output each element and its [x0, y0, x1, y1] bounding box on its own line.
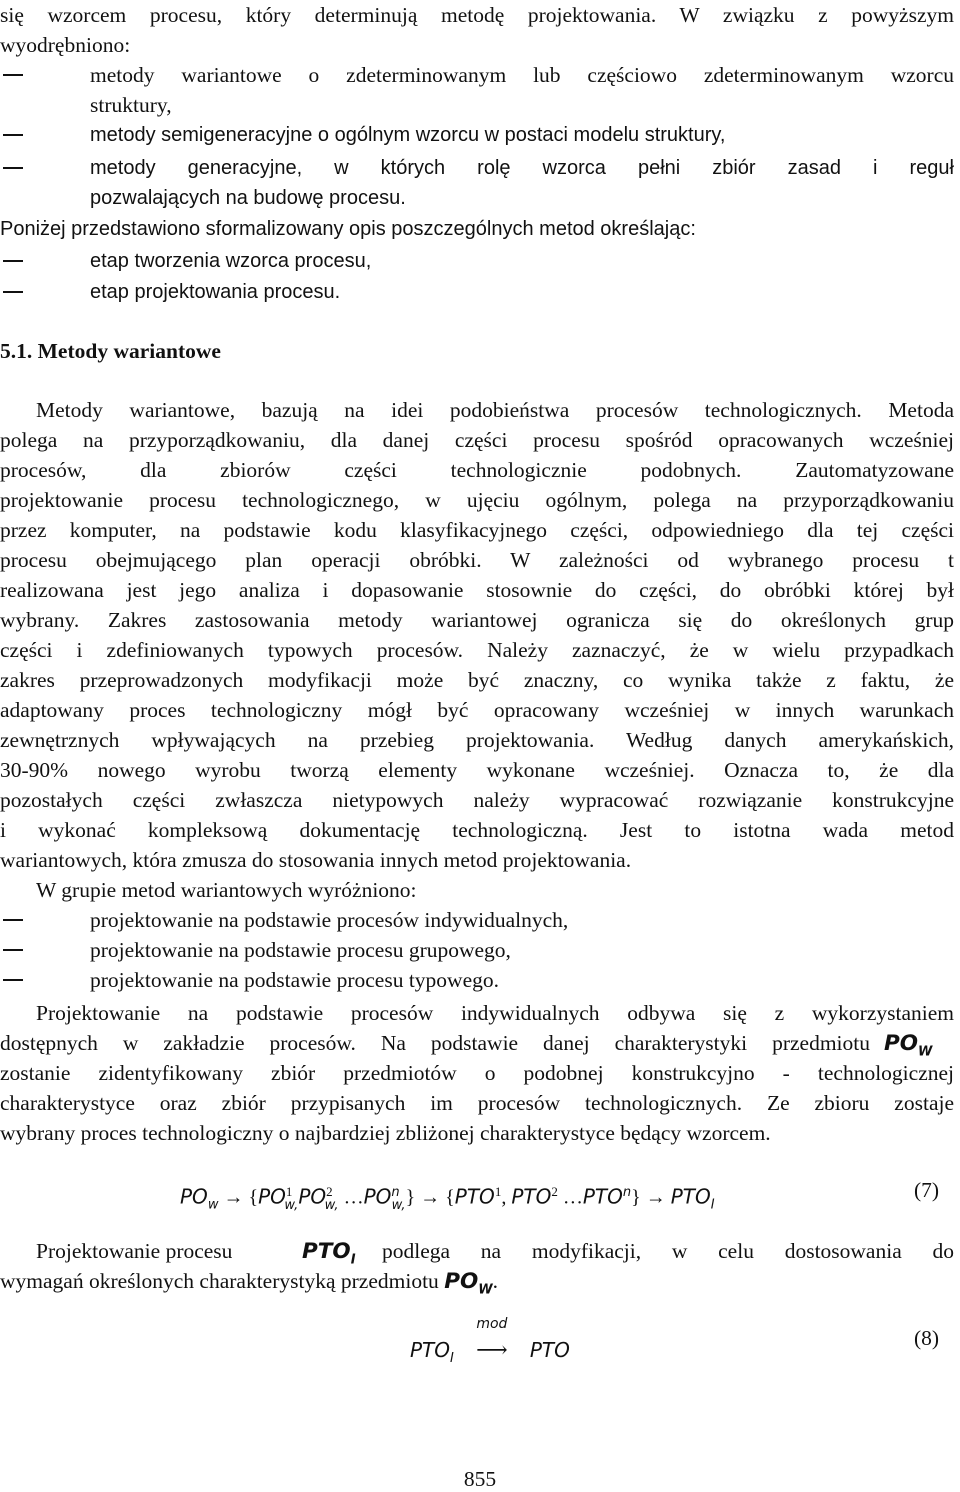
list-item-text: etap tworzenia wzorca procesu, [90, 250, 372, 272]
eq-sup: 1 [494, 1184, 502, 1199]
eq-sup: n [622, 1185, 632, 1200]
body-line: 30-90% nowego wyrobu tworzą elementy wykonane wcześniej. Oznacza to, że dla [0, 758, 954, 782]
body-line: W grupie metod wariantowych wyróżniono: [36, 878, 417, 902]
dash-bullet [3, 167, 23, 169]
body-line: Projektowanie procesu [36, 1239, 233, 1263]
body-line [0, 1266, 954, 1305]
eq-sub: I [710, 1197, 715, 1213]
body-line: wybrany proces technologiczny o najbardziej zbliżonej charakterystyce będący wzorcem. [0, 1121, 771, 1145]
list-item [0, 246, 954, 276]
intro-line-2: wyodrębniono: [0, 33, 131, 57]
eq-term: PTO [454, 1184, 495, 1209]
eq-sub: I [450, 1351, 454, 1366]
list-item [0, 277, 954, 307]
dash-bullet [3, 919, 23, 921]
list-item-continuation [0, 90, 954, 120]
eq-sub: w, [324, 1197, 339, 1213]
eq-sub: w, [391, 1197, 406, 1213]
dash-bullet [3, 949, 23, 951]
eq-brace: } [405, 1186, 416, 1209]
list-item-text: pozwalających na budowę procesu. [90, 187, 406, 209]
eq-sup: 1 [285, 1184, 293, 1199]
symbol-subscript: W [478, 1282, 493, 1298]
eq-dots: … [562, 1186, 583, 1209]
symbol-text: PO [884, 1031, 919, 1056]
body-line: procesu obejmującego plan operacji obróbki. W zależności od wybranego procesu t [0, 548, 954, 572]
eq-sub: w, [284, 1197, 299, 1213]
body-line: wybrany. Zakres zastosowania metody wariantowej ogranicza się do określonych grup [0, 608, 954, 632]
body-line: i wykonać kompleksową dokumentację technologiczną. Jest to istotna wada metod [0, 818, 954, 842]
dash-bullet [3, 979, 23, 981]
eq-term: PTO [529, 1338, 570, 1362]
symbol-text: PO [444, 1269, 479, 1294]
body-line: polega na przyporządkowaniu, dla danej części procesu spośród opracowanych wcześniej [0, 428, 954, 452]
body-line: wariantowych, która zmusza do stosowania innych metod projektowania. [0, 848, 632, 872]
body-line: części i zdefiniowanych typowych procesów. Należy zaznaczyć, że w wielu przypadkach [0, 638, 954, 662]
list-item [0, 905, 954, 935]
eq-term: PO [298, 1184, 327, 1209]
list-item-continuation [0, 183, 954, 213]
long-arrow-icon: ⟶ [476, 1337, 508, 1362]
eq-term: PO [180, 1184, 208, 1209]
body-line: zakres przeprowadzonych modyfikacji może być znaczny, co wynika także z faktu, że [0, 668, 954, 692]
eq-term: PTO [511, 1184, 552, 1209]
paragraph-line: Poniżej przedstawiono sformalizowany opis poszczególnych metod określając: [0, 218, 696, 240]
equation-7 [180, 1178, 715, 1220]
intro-line-1: się wzorcem procesu, który determinują metodę projektowania. W związku z powyższym [0, 3, 954, 27]
list-item [0, 153, 954, 183]
body-line: projektowanie procesu technologicznego, w ujęciu ogólnym, polega na przyporządkowaniu [0, 488, 954, 512]
symbol-subscript: I [350, 1252, 356, 1268]
body-line: Metody wariantowe, bazują na idei podobieństwa procesów technologicznych. Metoda [36, 398, 954, 422]
eq-term: PO [363, 1184, 392, 1209]
page-number: 855 [463, 1467, 497, 1491]
eq-brace: { [445, 1186, 455, 1209]
body-line: pozostałych części zwłaszcza nietypowych należy wypracować rozwiązanie konstrukcyjne [0, 788, 954, 812]
equation-number: (7) [914, 1178, 940, 1202]
body-line: charakterystyce oraz zbiór przypisanych im procesów technologicznych. Ze zbioru zostaje [0, 1091, 954, 1115]
body-line: zostanie zidentyfikowany zbiór przedmiotów o podobnej konstrukcyjno - technologicznej [0, 1061, 954, 1085]
symbol-subscript: W [918, 1044, 933, 1060]
list-item [0, 935, 954, 965]
list-item-text: metody wariantowe o zdeterminowanym lub częściowo zdeterminowanym wzorcu [90, 63, 954, 87]
dash-bullet [3, 134, 23, 136]
body-line: podlega na modyfikacji, w celu dostosowania do [382, 1239, 954, 1263]
eq-term: PTO [410, 1338, 451, 1362]
mod-arrow [459, 1316, 525, 1365]
list-item-text: projektowanie na podstawie procesu grupowego, [90, 938, 511, 962]
body-line: Projektowanie na podstawie procesów indywidualnych odbywa się z wykorzystaniem [36, 1001, 954, 1025]
eq-term: PTO [670, 1184, 711, 1209]
arrow-label: mod [476, 1316, 508, 1332]
dash-bullet [3, 260, 23, 262]
body-line: zewnętrznych wpływających na przebieg projektowania. Według danych amerykańskich, [0, 728, 954, 752]
arrow-icon: → [223, 1186, 244, 1209]
eq-dots: … [343, 1186, 364, 1209]
list-item-text: metody generacyjne, w których rolę wzorca pełni zbiór zasad i reguł [90, 157, 954, 179]
eq-sup: 2 [326, 1184, 333, 1199]
body-line: dostępnych w zakładzie procesów. Na podstawie danej charakterystyki przedmiotu [0, 1031, 870, 1055]
list-item [0, 60, 954, 90]
list-item-text: metody semigeneracyjne o ogólnym wzorcu w postaci modelu struktury, [90, 124, 726, 146]
body-line: przez komputer, na podstawie kodu klasyfikacyjnego części, odpowiedniego dla tej części [0, 518, 954, 542]
eq-sub: w [207, 1197, 219, 1213]
dash-bullet [3, 291, 23, 293]
equation-8 [410, 1316, 570, 1373]
list-item-text: projektowanie na podstawie procesów indywidualnych, [90, 908, 569, 932]
arrow-icon: → [420, 1186, 441, 1209]
section-heading: 5.1. Metody wariantowe [0, 339, 221, 363]
eq-term: PO [258, 1184, 286, 1209]
eq-brace: { [248, 1186, 259, 1209]
eq-term: PTO [582, 1184, 623, 1209]
body-line: procesów, dla zbiorów części technologicznie podobnych. Zautomatyzowane [0, 458, 954, 482]
list-item-text: struktury, [90, 93, 172, 117]
body-text: wymagań określonych charakterystyką przedmiotu [0, 1269, 439, 1293]
arrow-icon: → [645, 1186, 666, 1209]
list-item-text: etap projektowania procesu. [90, 281, 341, 303]
eq-sup: 2 [551, 1184, 558, 1199]
body-line: adaptowany proces technologiczny mógł być opracowany wcześniej w innych warunkach [0, 698, 954, 722]
eq-brace: } [631, 1186, 641, 1209]
list-item [0, 965, 954, 995]
equation-number: (8) [914, 1326, 940, 1350]
list-item [0, 120, 954, 150]
eq-comma: , [501, 1186, 507, 1209]
body-line: realizowana jest jego analiza i dopasowanie stosownie do części, do obróbki której był [0, 578, 954, 602]
dash-bullet [3, 74, 23, 76]
body-text: . [492, 1269, 498, 1293]
eq-sup: n [391, 1185, 400, 1200]
list-item-text: projektowanie na podstawie procesu typowego. [90, 968, 499, 992]
symbol-text: PTO [302, 1239, 351, 1264]
